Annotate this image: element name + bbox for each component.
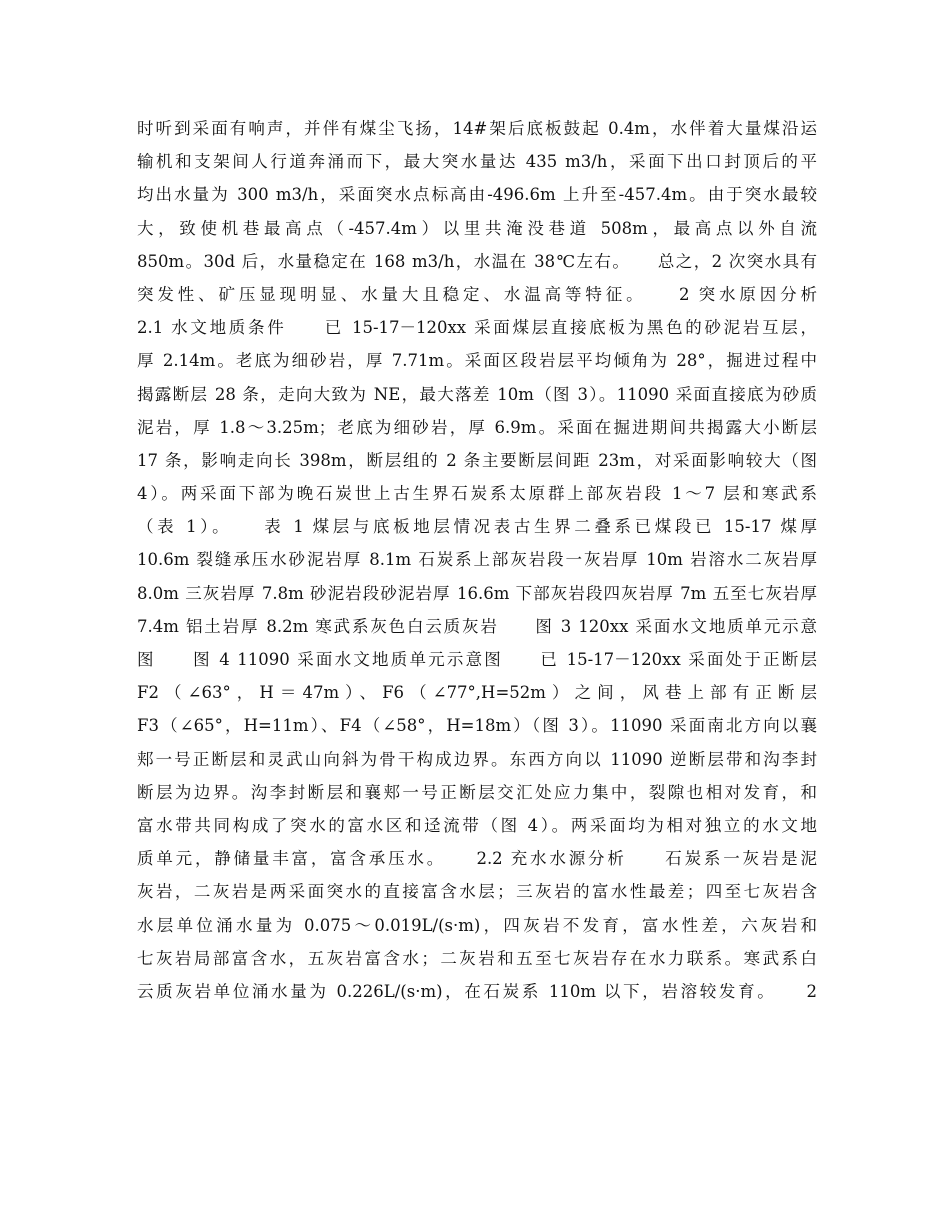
body-text <box>137 112 817 1008</box>
text-line: 灰岩，二灰岩是两采面突水的直接富含水层；三灰岩的富水性最差；四至七灰岩含 <box>137 882 817 902</box>
text-line: 泥岩，厚 1.8～3.25m；老底为细砂岩，厚 6.9m。采面在掘进期间共揭露大小断层 <box>137 417 817 437</box>
text-line: 七灰岩局部富含水，五灰岩富含水；二灰岩和五至七灰岩存在水力联系。寒武系白 <box>137 948 817 968</box>
text-line: （表 1）。 表 1 煤层与底板地层情况表古生界二叠系已煤段已 15-17 煤厚 <box>137 517 817 537</box>
text-line: 断层为边界。沟李封断层和襄郏一号正断层交汇处应力集中，裂隙也相对发育，和 <box>137 782 817 802</box>
text-line: 850m。30d 后，水量稳定在 168 m3/h，水温在 38℃左右。 总之，2 次突水具有 <box>137 251 817 271</box>
text-line: 时听到采面有响声，并伴有煤尘飞扬，14#架后底板鼓起 0.4m，水伴着大量煤沿运 <box>137 119 817 138</box>
text-line: 10.6m 裂缝承压水砂泥岩厚 8.1m 石炭系上部灰岩段一灰岩厚 10m 岩溶水二灰岩厚 <box>137 550 817 570</box>
text-line: F2（∠63°，H＝47m）、F6（∠77°,H=52m）之间，风巷上部有正断层 <box>137 683 817 703</box>
text-line: 17 条，影响走向长 398m，断层组的 2 条主要断层间距 23m，对采面影响较大（图 <box>137 450 817 470</box>
text-line: 揭露断层 28 条，走向大致为 NE，最大落差 10m（图 3）。11090 采面直接底为砂质 <box>137 384 817 404</box>
text-line: 大，致使机巷最高点（-457.4m）以里共淹没巷道 508m，最高点以外自流 <box>137 218 817 238</box>
text-line: 均出水量为 300 m3/h，采面突水点标高由-496.6m 上升至-457.4m。由于突水最较 <box>137 185 817 205</box>
text-line: 4）。两采面下部为晚石炭世上古生界石炭系太原群上部灰岩段 1～7 层和寒武系 <box>137 484 817 504</box>
text-line: 水层单位涌水量为 0.075～0.019L/(s·m)，四灰岩不发育，富水性差，六灰岩和 <box>137 915 817 935</box>
text-line: 2.1 水文地质条件 已 15-17－120xx 采面煤层直接底板为黑色的砂泥岩互层， <box>137 318 817 338</box>
text-line: 突发性、矿压显现明显、水量大且稳定、水温高等特征。 2 突水原因分析 <box>137 284 817 304</box>
text-line: 输机和支架间人行道奔涌而下，最大突水量达 435 m3/h，采面下出口封顶后的平 <box>137 152 817 172</box>
text-line: F3（∠65°，H=11m）、F4（∠58°，H=18m）（图 3）。11090 采面南北方向以襄 <box>137 716 817 736</box>
text-line: 厚 2.14m。老底为细砂岩，厚 7.71m。采面区段岩层平均倾角为 28°，掘进过程中 <box>137 351 817 371</box>
text-line: 云质灰岩单位涌水量为 0.226L/(s·m)，在石炭系 110m 以下，岩溶较发育。 2 <box>137 981 817 1001</box>
text-line: 质单元，静储量丰富，富含承压水。 2.2 充水水源分析 石炭系一灰岩是泥 <box>137 849 817 869</box>
text-line: 图 图 4 11090 采面水文地质单元示意图 已 15-17－120xx 采面处于正断层 <box>137 650 817 669</box>
text-line: 郏一号正断层和灵武山向斜为骨干构成边界。东西方向以 11090 逆断层带和沟李封 <box>137 749 817 769</box>
text-line: 7.4m 铝土岩厚 8.2m 寒武系灰色白云质灰岩 图 3 120xx 采面水文地质单元示意 <box>137 616 817 636</box>
text-line: 8.0m 三灰岩厚 7.8m 砂泥岩段砂泥岩厚 16.6m 下部灰岩段四灰岩厚 7m 五至七灰岩厚 <box>137 583 817 603</box>
text-line: 富水带共同构成了突水的富水区和迳流带（图 4）。两采面均为相对独立的水文地 <box>137 815 817 835</box>
